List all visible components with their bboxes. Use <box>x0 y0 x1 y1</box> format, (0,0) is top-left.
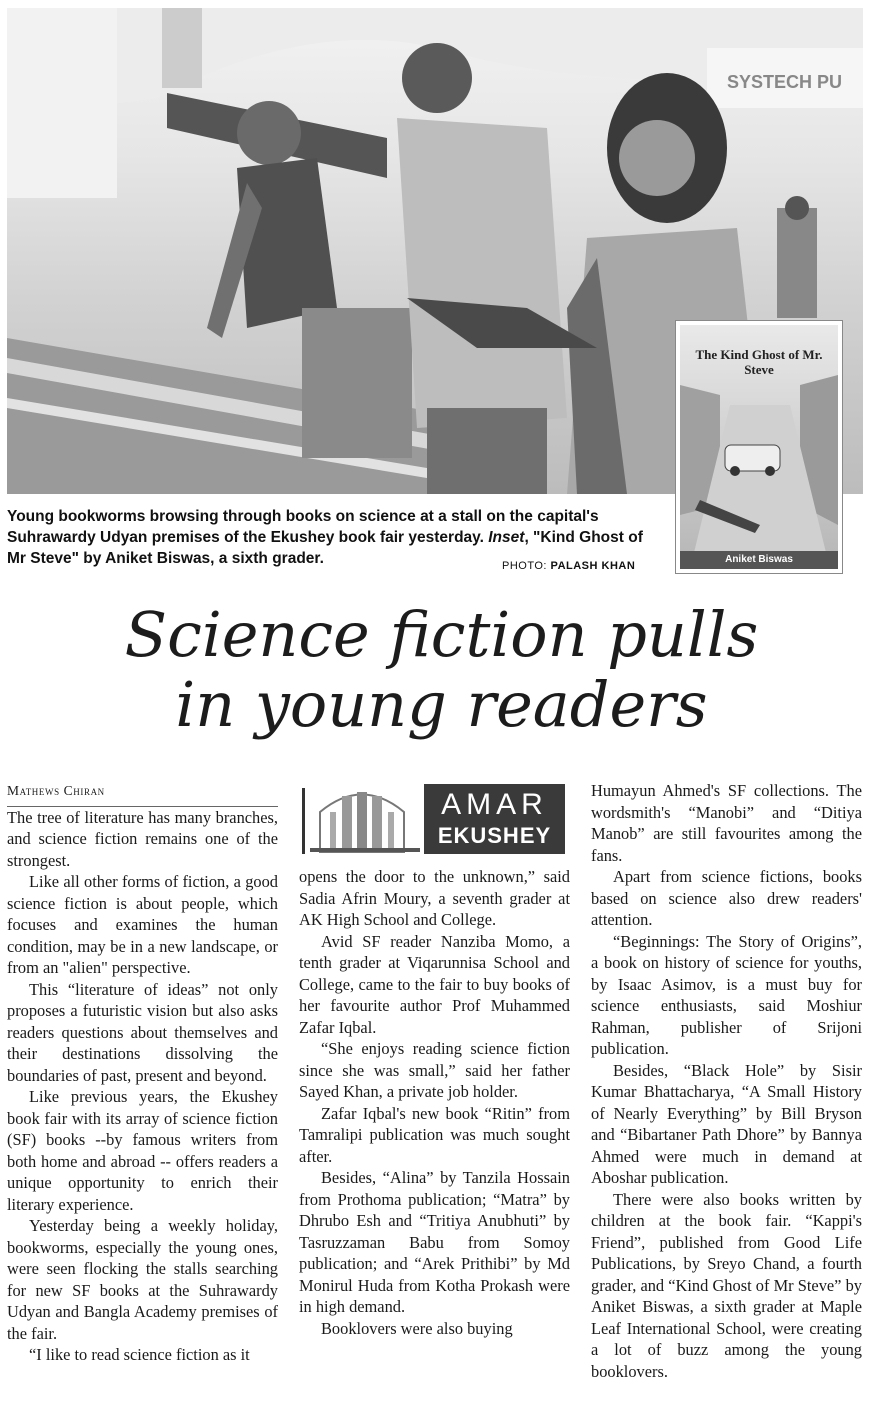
caption-inset-label: Inset <box>488 529 525 546</box>
paragraph: opens the door to the unknown,” said Sadia Afrin Moury, a seventh grader at AK High School and College. <box>299 867 570 929</box>
photo-credit <box>502 560 635 572</box>
article-column-1 <box>7 780 278 1366</box>
logo-text-box <box>424 784 565 854</box>
inset-book-cover <box>675 320 843 574</box>
article-column-2 <box>299 866 570 1339</box>
paragraph: Like previous years, the Ekushey book fair with its array of science fiction (SF) books --by famous writers from both home and abroad -- offers readers a unique opportunity to enrich their literary experience. <box>7 1087 278 1214</box>
paragraph: “Beginnings: The Story of Origins”, a book on history of science for youths, by Isaac Asimov, is a must buy for science enthusiasts, said Moshiur Rahman, publisher of Srijoni publication. <box>591 931 862 1058</box>
paragraph: Apart from science fictions, books based on science also drew readers' attention. <box>591 867 862 929</box>
byline: Mathews Chiran <box>7 780 278 807</box>
headline-line-1: Science fiction pulls <box>124 598 759 671</box>
paragraph: “I like to read science fiction as it <box>29 1345 250 1364</box>
paragraph: Booklovers were also buying <box>321 1318 513 1338</box>
logo-ekushey: EKUSHEY <box>437 823 552 848</box>
credit-label: PHOTO: <box>502 560 547 572</box>
paragraph: This “literature of ideas” not only proposes a futuristic vision but also asks readers questions about themselves and their destinations dissolving the boundaries of past, present and beyond. <box>7 979 278 1085</box>
caption-lead: Young bookworms browsing through books on science at a stall on the capital's Suhrawardy Udyan premises of the Ekushey book fair yesterday. <box>7 508 599 546</box>
amar-ekushey-logo <box>302 782 566 854</box>
inset-cover-title: The Kind Ghost of Mr. Steve <box>695 347 823 377</box>
paragraph: Avid SF reader Nanziba Momo, a tenth grader at Viqarunnisa School and College, came to the fair to buy books of her favourite author Prof Muhammed Zafar Iqbal. <box>299 931 570 1037</box>
paragraph: Zafar Iqbal's new book “Ritin” from Tamralipi publication was much sought after. <box>299 1103 570 1166</box>
paragraph: The tree of literature has many branches, and science fiction remains one of the strongest. <box>7 807 278 870</box>
caption-tail: , "Kind Ghost of Mr Steve" by Aniket Biswas, a sixth grader. <box>7 529 643 567</box>
paragraph: Yesterday being a weekly holiday, bookworms, especially the young ones, were seen flocking the stalls searching for new SF books at the Suhrawardy Udyan and Bangla Academy premises of the fair. <box>7 1216 278 1343</box>
headline <box>0 600 883 740</box>
inset-cover-author: Aniket Biswas <box>680 551 838 569</box>
article-column-3 <box>591 780 862 1382</box>
paragraph: Besides, “Alina” by Tanzila Hossain from Prothoma publication; “Matra” by Dhrubo Esh and “Tritiya Anubhuti” by Tasruzzaman Babu from Somoy publication; and “Arek Prithibi” by Md Monirul Huda from Kotha Prokash were in high demand. <box>299 1168 570 1316</box>
paragraph: “She enjoys reading science fiction since she was small,” said her father Sayed Khan, a private job holder. <box>299 1039 570 1101</box>
headline-line-2: in young readers <box>175 668 708 741</box>
paragraph: Humayun Ahmed's SF collections. The wordsmith's “Manobi” and “Ditiya Manob” are still favourites among the fans. <box>591 781 862 865</box>
paragraph: There were also books written by children at the book fair. “Kappi's Friend”, published from Good Life Publications, by Sreyo Chand, a fourth grader, and “Kind Ghost of Mr Steve” by Aniket Biswas, a sixth grader at Maple Leaf International School, were creating a lot of buzz among the young booklovers. <box>591 1189 862 1381</box>
paragraph: Besides, “Black Hole” by Sisir Kumar Bhattacharya, “A Small History of Nearly Everything” by Bill Bryson and “Bibartaner Path Dhore” by Bannya Ahmed were much in demand at Aboshar publication. <box>591 1060 862 1187</box>
paragraph: Like all other forms of fiction, a good science fiction is about people, which focuses and examines the human condition, may be in a new landscape, or from an "alien" perspective. <box>7 872 278 977</box>
logo-amar: AMAR <box>441 788 548 821</box>
stall-banner: SYSTECH PU <box>727 72 843 92</box>
shaheed-minar-icon <box>302 782 422 854</box>
credit-name: PALASH KHAN <box>550 560 636 572</box>
